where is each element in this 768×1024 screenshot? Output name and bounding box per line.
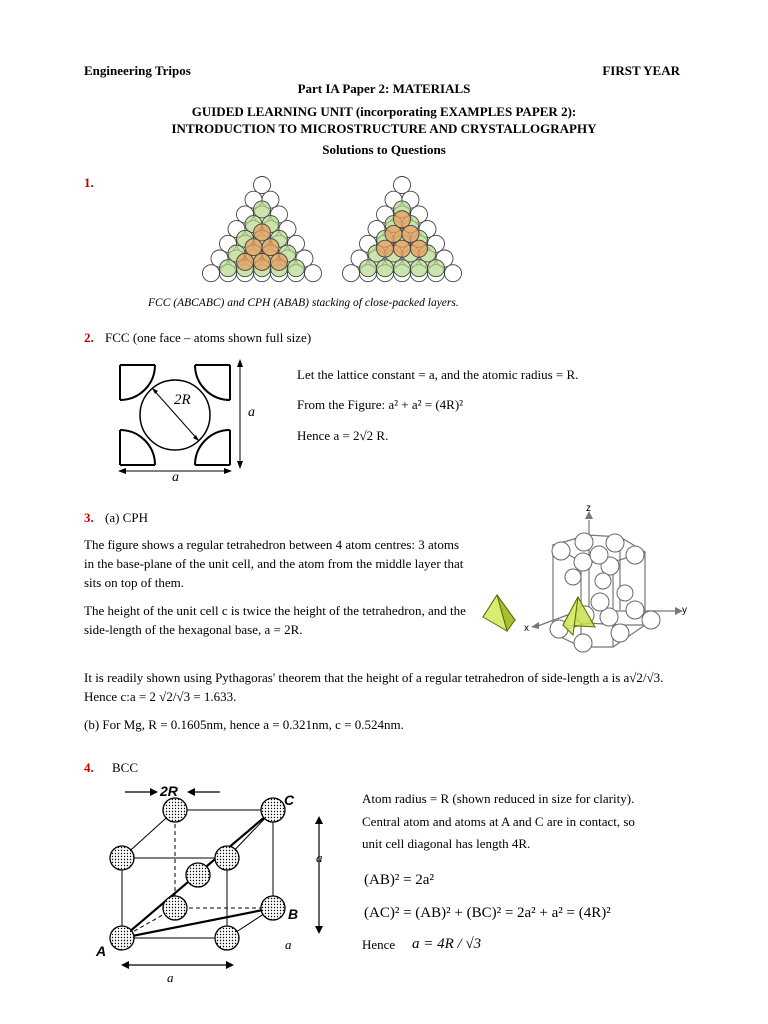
- layer-c-atom: [385, 225, 402, 242]
- layer-b-atom: [360, 260, 377, 277]
- cph-unit-cell-figure: [475, 505, 690, 655]
- q3-para-3: It is readily shown using Pythagoras' theorem that the height of a regular tetrahedron of side-length a is a√2/√3. Hence c:a = 2 √2/√3 = 1.633.: [84, 670, 664, 704]
- fcc-a-side-label: a: [248, 405, 255, 420]
- layer-b-atom: [411, 260, 428, 277]
- q1-caption: FCC (ABCABC) and CPH (ABAB) stacking of close-packed layers.: [148, 297, 459, 309]
- layer-b-atom: [394, 260, 411, 277]
- header-paper: Part IA Paper 2: MATERIALS: [297, 81, 471, 96]
- layer-a-atom: [445, 265, 462, 282]
- layer-a-atom: [343, 265, 360, 282]
- bcc-label-c: C: [284, 792, 295, 808]
- layer-c-atom: [254, 253, 271, 270]
- fcc-a-bottom-label: a: [172, 470, 179, 485]
- q4-text-2: Central atom and atoms at A and C are in contact, so: [362, 814, 635, 829]
- q2-title: FCC (one face – atoms shown full size): [105, 330, 312, 345]
- layer-c-atom: [237, 253, 254, 270]
- layer-c-atom: [377, 240, 394, 257]
- q4-text-1: Atom radius = R (shown reduced in size for clarity).: [362, 791, 635, 806]
- q4-eq-3-prefix: Hence: [362, 937, 396, 952]
- cph-axis-y: y: [682, 605, 687, 616]
- bcc-label-b: B: [288, 906, 299, 922]
- header-left: Engineering Tripos: [84, 63, 191, 78]
- layer-a-atom: [394, 177, 411, 194]
- layer-b-atom: [428, 260, 445, 277]
- layer-b-atom: [254, 201, 271, 218]
- q2-text-1: Let the lattice constant = a, and the atomic radius = R.: [297, 367, 579, 382]
- layer-b-atom: [220, 260, 237, 277]
- layer-c-atom: [394, 211, 411, 228]
- layer-a-atom: [254, 177, 271, 194]
- layer-c-atom: [402, 225, 419, 242]
- header-topic: INTRODUCTION TO MICROSTRUCTURE AND CRYSTALLOGRAPHY: [171, 121, 597, 136]
- layer-c-atom: [245, 239, 262, 256]
- q4-eq-1: (AB)² = 2a²: [364, 872, 434, 888]
- q4-title: BCC: [112, 760, 139, 775]
- q3-para-2: The height of the unit cell c is twice the height of the tetrahedron, and the side-length of the hexagonal base, a = 2R.: [84, 603, 466, 637]
- header-right: FIRST YEAR: [602, 63, 680, 78]
- layer-c-atom: [394, 240, 411, 257]
- q2-number: 2.: [84, 330, 94, 345]
- q3-part-b: (b) For Mg, R = 0.1605nm, hence a = 0.321nm, c = 0.524nm.: [84, 717, 404, 732]
- layer-b-atom: [288, 260, 305, 277]
- bcc-2r-label: 2R: [160, 783, 178, 799]
- q4-eq-2: (AC)² = (AB)² + (BC)² = 2a² + a² = (4R)²: [364, 905, 611, 921]
- q4-eq-3: a = 4R / √3: [412, 936, 482, 952]
- q4-number: 4.: [84, 760, 94, 775]
- header-unit: GUIDED LEARNING UNIT (incorporating EXAMPLES PAPER 2):: [191, 104, 577, 119]
- bcc-unit-cell-figure: [90, 780, 340, 990]
- stacking-figure: [200, 175, 470, 290]
- q3-number: 3.: [84, 510, 94, 525]
- header-subtitle: Solutions to Questions: [322, 142, 446, 157]
- layer-c-atom: [411, 240, 428, 257]
- layer-b-atom: [377, 260, 394, 277]
- layer-a-atom: [305, 265, 322, 282]
- layer-c-atom: [254, 224, 271, 241]
- cph-axis-x: x: [524, 623, 529, 634]
- layer-a-atom: [203, 265, 220, 282]
- fcc-2r-label: 2R: [174, 392, 191, 408]
- q2-text-3: Hence a = 2√2 R.: [297, 428, 389, 443]
- bcc-a-depth-label: a: [285, 937, 292, 952]
- bcc-label-a-atom: A: [96, 943, 107, 959]
- q3-part-a: (a) CPH: [105, 510, 148, 525]
- q4-text-3: unit cell diagonal has length 4R.: [362, 836, 531, 851]
- q2-text-2: From the Figure: a² + a² = (4R)²: [297, 397, 464, 412]
- layer-c-atom: [271, 253, 288, 270]
- cph-axis-z: z: [586, 503, 591, 514]
- layer-c-atom: [262, 239, 279, 256]
- q3-para-1: The figure shows a regular tetrahedron between 4 atom centres: 3 atoms in the base-plane of the unit cell, and the atom from the middle layer that sits on top of them.: [84, 537, 464, 590]
- bcc-a-bottom-label: a: [167, 970, 174, 985]
- q1-number: 1.: [84, 175, 94, 190]
- bcc-a-right-label: a: [316, 850, 323, 865]
- fcc-face-figure: [110, 355, 270, 485]
